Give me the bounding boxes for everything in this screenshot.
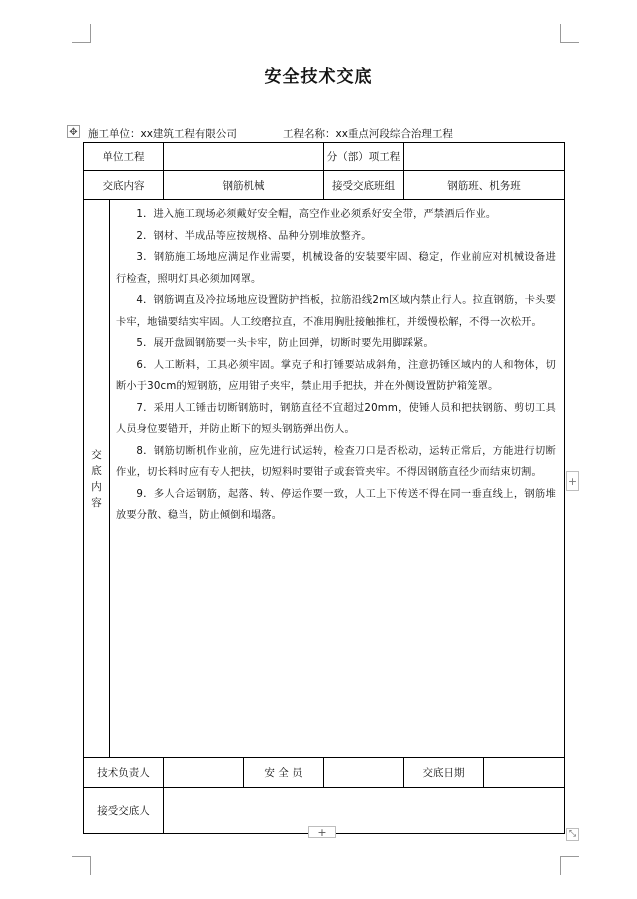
table-resize-handle[interactable] — [566, 828, 579, 841]
detail-paragraph: 4．钢筋调直及冷拉场地应设置防护挡板，拉筋沿线2m区域内禁止行人。拉直钢筋，卡头要卡牢，地锚要结实牢固。人工绞磨拉直，不准用胸肚接触推杠，并缓慢松解，不得一次松开。 — [116, 295, 556, 328]
tech-lead-label: 技术负责人 — [84, 758, 164, 788]
tech-lead-value[interactable] — [164, 758, 244, 788]
receiving-team-label: 接受交底班组 — [324, 171, 404, 200]
add-column-button[interactable] — [566, 471, 579, 491]
project-name: 工程名称：xx重点河段综合治理工程 — [283, 128, 453, 140]
detail-paragraph: 8．钢筋切断机作业前，应先进行试运转，检查刀口是否松动，运转正常后，方能进行切断作业，切长料时应有专人把扶，切短料时要钳子或套管夹牢。不得因钢筋直径少而结束切割。 — [116, 445, 556, 478]
construction-unit: 施工单位：xx建筑工程有限公司 — [88, 128, 237, 140]
sub-project-label: 分（部）项工程 — [324, 143, 404, 171]
move-arrows-icon: ✥ — [69, 127, 78, 138]
detail-label: 交底内容 — [91, 448, 102, 509]
safety-officer-label: 安 全 员 — [244, 758, 324, 788]
add-row-button[interactable] — [308, 826, 336, 838]
date-label: 交底日期 — [404, 758, 484, 788]
page-corner-marker-bottom-right — [560, 856, 579, 875]
unit-project-value[interactable] — [164, 143, 324, 171]
detail-content[interactable] — [110, 200, 565, 758]
unit-project-label: 单位工程 — [84, 143, 164, 171]
detail-label-cell — [84, 200, 110, 758]
document-title: 安全技术交底 — [264, 67, 373, 87]
content-label: 交底内容 — [84, 171, 164, 200]
detail-paragraph: 1．进入施工现场必须戴好安全帽，高空作业必须系好安全带，严禁酒后作业。 — [136, 209, 497, 220]
detail-paragraph: 5．展开盘圆钢筋要一头卡牢，防止回弹，切断时要先用脚踩紧。 — [136, 338, 434, 349]
page-corner-marker-top-right — [560, 24, 579, 43]
detail-paragraph: 6．人工断料，工具必须牢固。掌克子和打锤要站成斜角，注意扔锤区域内的人和物体，切断小于30cm的短钢筋，应用钳子夹牢，禁止用手把扶，并在外侧设置防护箱笼罩。 — [116, 359, 556, 392]
date-value[interactable] — [484, 758, 565, 788]
page-corner-marker-bottom-left — [72, 856, 91, 875]
detail-paragraph: 9．多人合运钢筋，起落、转、停运作要一致，人工上下传送不得在同一垂直线上，钢筋堆放要分散、稳当，防止倾倒和塌落。 — [116, 488, 556, 521]
table-move-handle[interactable] — [67, 125, 80, 138]
resize-diagonal-icon: ⤡ — [568, 829, 577, 839]
detail-paragraph: 7．采用人工锤击切断钢筋时，钢筋直径不宜超过20mm，使锤人员和把扶钢筋、剪切工具人员身位要错开，并防止断下的短头钢筋弹出伤人。 — [116, 402, 556, 435]
content-value[interactable]: 钢筋机械 — [164, 171, 324, 200]
plus-icon: + — [567, 475, 578, 488]
plus-icon: + — [317, 826, 327, 839]
safety-officer-value[interactable] — [324, 758, 404, 788]
recipient-value[interactable] — [164, 788, 565, 834]
safety-briefing-table — [83, 142, 565, 834]
sub-project-value[interactable] — [404, 143, 565, 171]
recipient-label: 接受交底人 — [84, 788, 164, 834]
detail-paragraph: 2．钢材、半成品等应按规格、品种分别堆放整齐。 — [136, 230, 372, 242]
page-corner-marker-top-left — [72, 24, 91, 43]
detail-paragraph: 3．钢筋施工场地应满足作业需要，机械设备的安装要牢固、稳定，作业前应对机械设备进行检查，照明灯具必须加网罩。 — [116, 252, 556, 285]
receiving-team-value[interactable]: 钢筋班、机务班 — [404, 171, 565, 200]
